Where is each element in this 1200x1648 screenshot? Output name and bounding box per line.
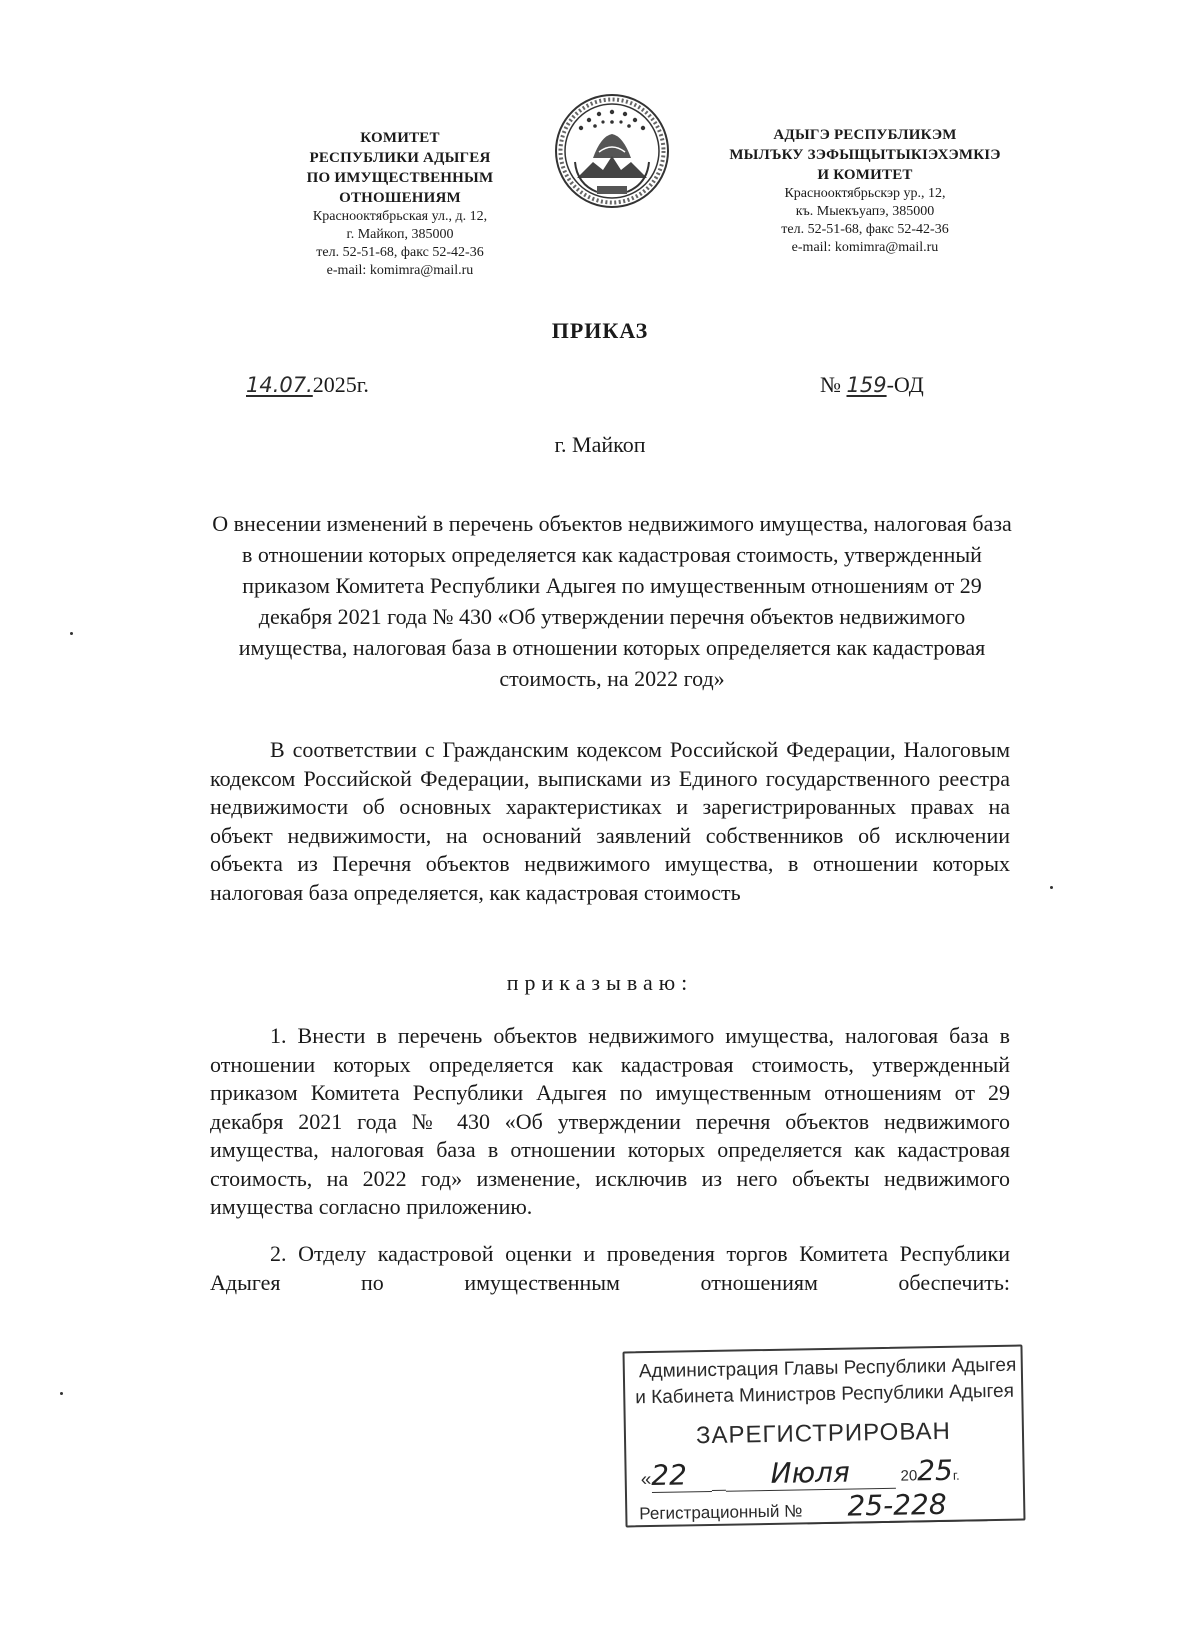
org-email: e-mail: komimra@mail.ru: [326, 263, 474, 278]
org-phone-adyghe: тел. 52-51-68, факс 52-42-36: [781, 222, 949, 237]
org-name-adyghe-line2: МЫЛЪКУ ЗЭФЫЩЫТЫКІЭХЭМКІЭ: [729, 147, 1001, 163]
document-subject: О внесении изменений в перечень объектов недвижимого имущества, налоговая база в отношении которых определяется как кадастровая стоимость, утвержденный приказом Комитета Республики Адыгея по имущественным отношениям от 29 декабря 2021 года № 430 «Об утверждении перечня объектов недвижимого имущества, налоговая база в отношении которых определяется как кадастровая стоимость, на 2022 год»: [212, 511, 1012, 691]
org-name-line2: РЕСПУБЛИКИ АДЫГЕЯ: [309, 150, 491, 166]
handwritten-date: 14.07.: [246, 373, 313, 397]
stamp-status: ЗАРЕГИСТРИРОВАН: [695, 1417, 952, 1450]
stamp-day: 22: [651, 1458, 712, 1493]
order-directive: приказываю:: [506, 970, 694, 995]
stamp-year-prefix: 20: [900, 1467, 918, 1485]
scan-speck: [60, 1392, 63, 1395]
org-name-line3: ПО ИМУЩЕСТВЕННЫМ ОТНОШЕНИЯМ: [306, 170, 494, 206]
org-address: Краснооктябрьская ул., д. 12,: [312, 209, 488, 224]
header-right-block: [710, 125, 1020, 257]
org-city: г. Майкоп, 385000: [346, 227, 454, 242]
document-city: г. Майкоп: [554, 432, 646, 457]
stamp-authority-line1: Администрация Главы Республики Адыгея: [638, 1354, 1017, 1383]
document-title: ПРИКАЗ: [551, 318, 649, 343]
number-sign: №: [820, 372, 841, 397]
scan-speck: [1050, 886, 1053, 889]
preamble-paragraph: [210, 736, 1010, 907]
date-year: 2025г.: [312, 372, 369, 397]
stamp-day-line: [711, 1468, 725, 1491]
order-item-1: [210, 1022, 1010, 1222]
order-item-2-text: 2. Отделу кадастровой оценки и проведения торгов Комитета Республики Адыгея по имущественным отношениям обеспечить:: [210, 1241, 1010, 1295]
order-item-1-text: 1. Внести в перечень объектов недвижимого имущества, налоговая база в отношении которых определяется как кадастровая стоимость, утвержденный приказом Комитета Республики Адыгея по имущественным отношениям от 29 декабря 2021 года № 430 «Об утверждении перечня объектов недвижимого имущества, налоговая база в отношении которых определяется как кадастровая стоимость, на 2022 год» изменение, исключив из него объекты недвижимого имущества согласно приложению.: [210, 1023, 1010, 1219]
registration-stamp: [622, 1345, 1025, 1528]
org-phone: тел. 52-51-68, факс 52-42-36: [316, 245, 484, 260]
stamp-reg-number: 25-228: [807, 1487, 988, 1524]
stamp-reg-line: [639, 1487, 1010, 1527]
org-name-adyghe-line3: И КОМИТЕТ: [817, 167, 913, 183]
stamp-reg-label: Регистрационный №: [639, 1501, 803, 1524]
order-item-2: [210, 1240, 1010, 1297]
document-number: [820, 372, 924, 398]
document-date: [246, 372, 369, 398]
org-email-adyghe: e-mail: komimra@mail.ru: [791, 240, 939, 255]
stamp-authority-line2: и Кабинета Министров Республики Адыгея: [635, 1380, 1015, 1409]
stamp-quote-open: «: [640, 1469, 652, 1491]
preamble-text: В соответствии с Гражданским кодексом Российской Федерации, Налоговым кодексом Российской Федерации, выписками из Единого государственного реестра недвижимости об основных характеристиках и зарегистрированных правах на объект недвижимости, на оснований заявлений собственников об исключении объекта из Перечня объектов недвижимого имущества, в отношении которых налоговая база определяется, как кадастровая стоимость: [210, 737, 1010, 905]
handwritten-number: 159: [846, 373, 887, 397]
stamp-year-suffix: г.: [952, 1467, 960, 1483]
scan-speck: [70, 632, 73, 635]
republic-of-adygea-coat-of-arms-icon: [553, 92, 671, 210]
org-address-adyghe: Краснооктябрьскэр ур., 12,: [784, 186, 946, 201]
number-suffix: -ОД: [886, 372, 924, 397]
org-name-adyghe-line1: АДЫГЭ РЕСПУБЛИКЭМ: [773, 127, 957, 143]
header-left-block: [250, 128, 550, 280]
org-city-adyghe: къ. Мыекъуапэ, 385000: [795, 204, 935, 219]
stamp-month: Июля: [725, 1455, 896, 1492]
stamp-year: 25: [916, 1453, 954, 1488]
org-name-line1: КОМИТЕТ: [360, 130, 440, 146]
